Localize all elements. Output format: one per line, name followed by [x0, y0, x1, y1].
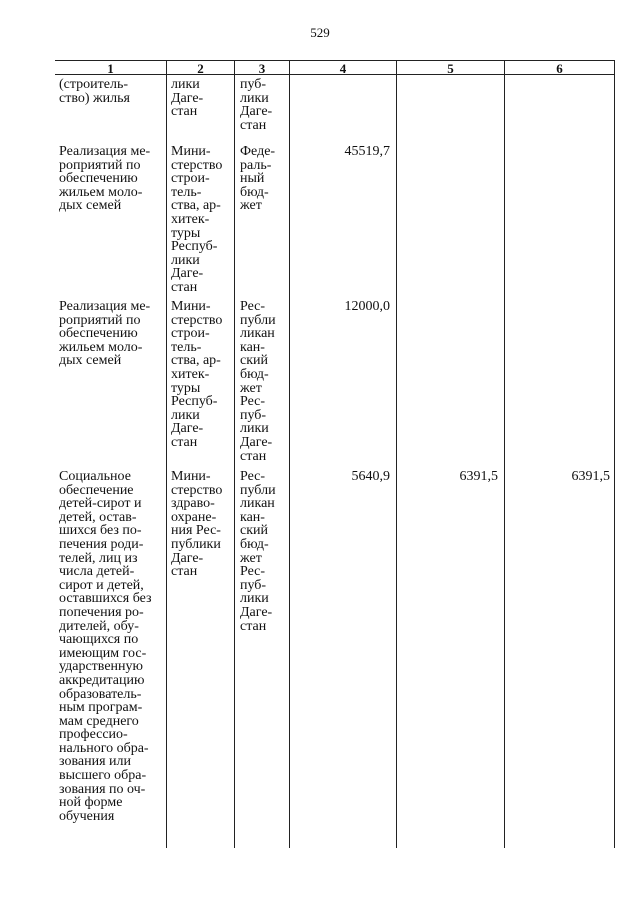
table-cell-funding-source: пуб- лики Даге- стан	[240, 77, 273, 133]
table-cell-amount-col4: 12000,0	[344, 299, 390, 314]
table-cell-amount-col4: 45519,7	[344, 144, 390, 159]
column-divider	[289, 60, 290, 848]
header-cell: 4	[339, 61, 347, 76]
table-cell-description: Социальное обеспечение детей-сирот и детей, остав- шихся без по- печения роди- телей, лиц из числа детей- сирот и детей, оставшихся без попечения ро- дителей, обу- чающихся по имеющим гос- ударственную аккредитацию образователь- ным програм- мам среднего профессио- нального обра- зования или высшего обра- зования по оч- ной форме обучения	[59, 469, 152, 824]
table-cell-description: (строитель- ство) жилья	[59, 77, 130, 106]
table-top-rule	[55, 60, 615, 61]
table-cell-amount-col6: 6391,5	[571, 469, 610, 484]
table-cell-amount-col4: 5640,9	[351, 469, 390, 484]
table-cell-executor: Мини- стерство здраво- охране- ния Рес- публики Даге- стан	[171, 469, 223, 580]
table-cell-funding-source: Рес- публи ликан кан- ский бюд- жет Рес- пуб- лики Даге- стан	[240, 469, 276, 634]
header-cell: 2	[197, 61, 204, 76]
column-divider	[166, 60, 167, 848]
table-cell-funding-source: Рес- публи ликан кан- ский бюд- жет Рес- пуб- лики Даге- стан	[240, 299, 276, 464]
column-divider	[396, 60, 397, 848]
column-divider	[614, 60, 615, 848]
table-cell-amount-col5: 6391,5	[459, 469, 498, 484]
header-cell: 5	[447, 61, 454, 76]
table-cell-executor: Мини- стерство строи- тель- ства, ар- хитек- туры Респуб- лики Даге- стан	[171, 144, 223, 295]
table-cell-description: Реализация ме- роприятий по обеспечению жильем моло- дых семей	[59, 299, 151, 369]
table-cell-executor: Мини- стерство строи- тель- ства, ар- хитек- туры Респуб- лики Даге- стан	[171, 299, 223, 450]
header-cell: 1	[107, 61, 114, 76]
column-divider	[504, 60, 505, 848]
table-cell-executor: лики Даге- стан	[171, 77, 204, 120]
table-cell-funding-source: Феде- раль- ный бюд- жет	[240, 144, 276, 214]
header-cell: 3	[258, 61, 266, 76]
column-divider	[234, 60, 235, 848]
table-cell-description: Реализация ме- роприятий по обеспечению жильем моло- дых семей	[59, 144, 151, 214]
header-cell: 6	[556, 61, 563, 76]
page-number: 529	[310, 25, 330, 40]
